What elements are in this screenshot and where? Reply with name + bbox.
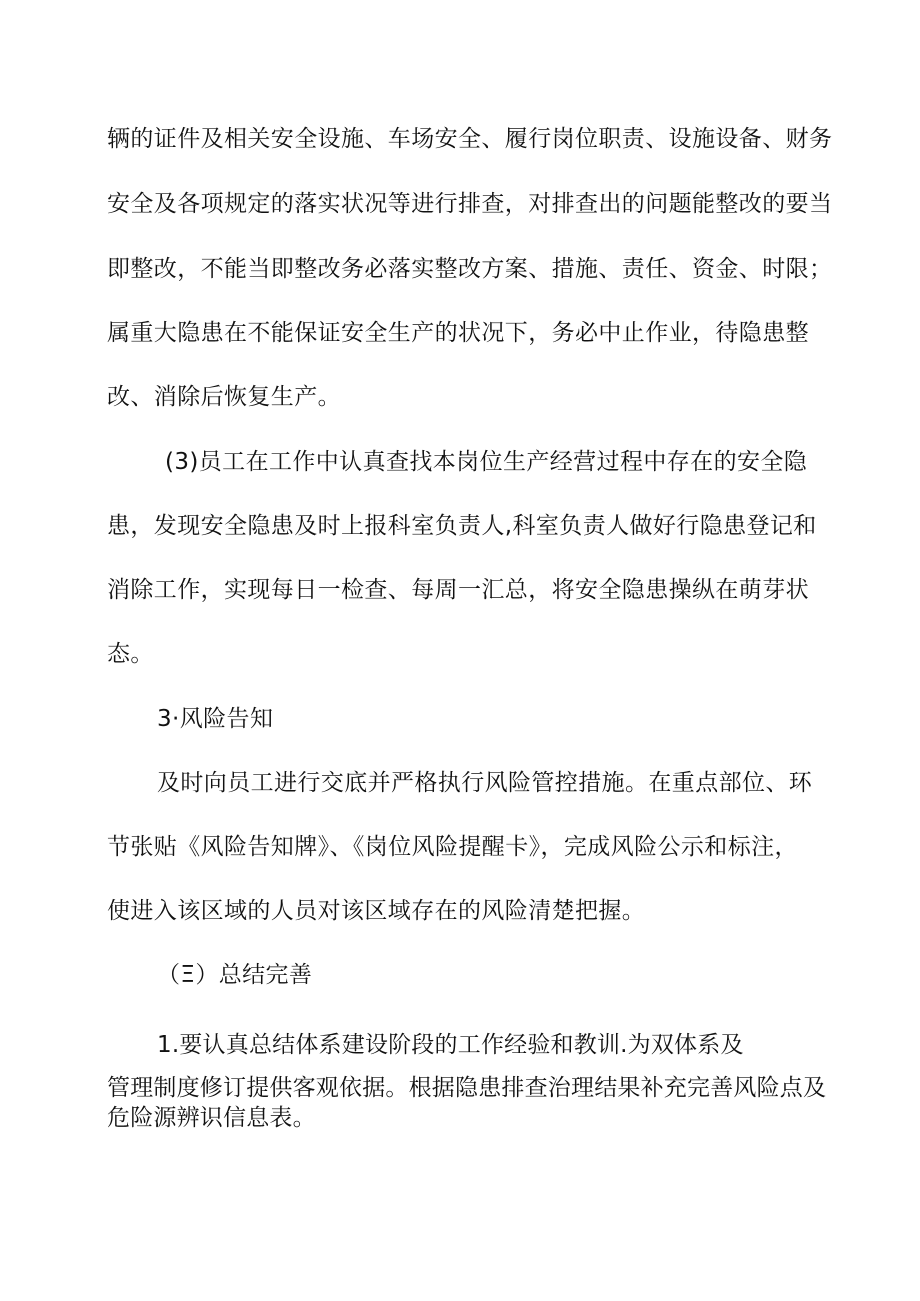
paragraph-line: 消除工作，实现每日一检查、每周一汇总，将安全隐患操纵在萌芽状 (107, 577, 809, 603)
paragraph-line: 危险源辨识信息表。 (107, 1105, 316, 1131)
paragraph-line: 1.要认真总结体系建设阶段的工作经验和教训.为双体系及 (157, 1032, 744, 1058)
paragraph-line: 节张贴《风险告知牌》、《岗位风险提醒卡》，完成风险公示和标注， (107, 834, 798, 860)
paragraph-line: 管理制度修订提供客观依据。根据隐患排查治理结果补充完善风险点及 (107, 1075, 827, 1101)
paragraph-line: (3)员工在工作中认真查找本岗位生产经营过程中存在的安全隐 (165, 449, 808, 475)
paragraph-line: 安全及各项规定的落实状况等进行排查，对排查出的问题能整改的要当 (107, 191, 833, 217)
paragraph-line: 及时向员工进行交底并严格执行风险管控措施。在重点部位、环 (157, 770, 813, 796)
section-heading: 3·风险告知 (157, 706, 274, 732)
paragraph-line: 患，发现安全隐患及时上报科室负责人,科室负责人做好行隐患登记和 (107, 513, 817, 539)
paragraph-line: 属重大隐患在不能保证安全生产的状况下，务必中止作业，待隐患整 (107, 320, 809, 346)
paragraph-line: 辆的证件及相关安全设施、车场安全、履行岗位职责、设施设备、财务 (107, 126, 833, 152)
paragraph-line: 即整改，不能当即整改务必落实整改方案、措施、责任、资金、时限； (107, 256, 833, 282)
paragraph-line: 态。 (107, 641, 154, 667)
section-heading: （Ξ）总结完善 (157, 962, 313, 988)
paragraph-line: 使进入该区域的人员对该区域存在的风险清楚把握。 (107, 898, 646, 924)
paragraph-line: 改、消除后恢复生产。 (107, 384, 341, 410)
